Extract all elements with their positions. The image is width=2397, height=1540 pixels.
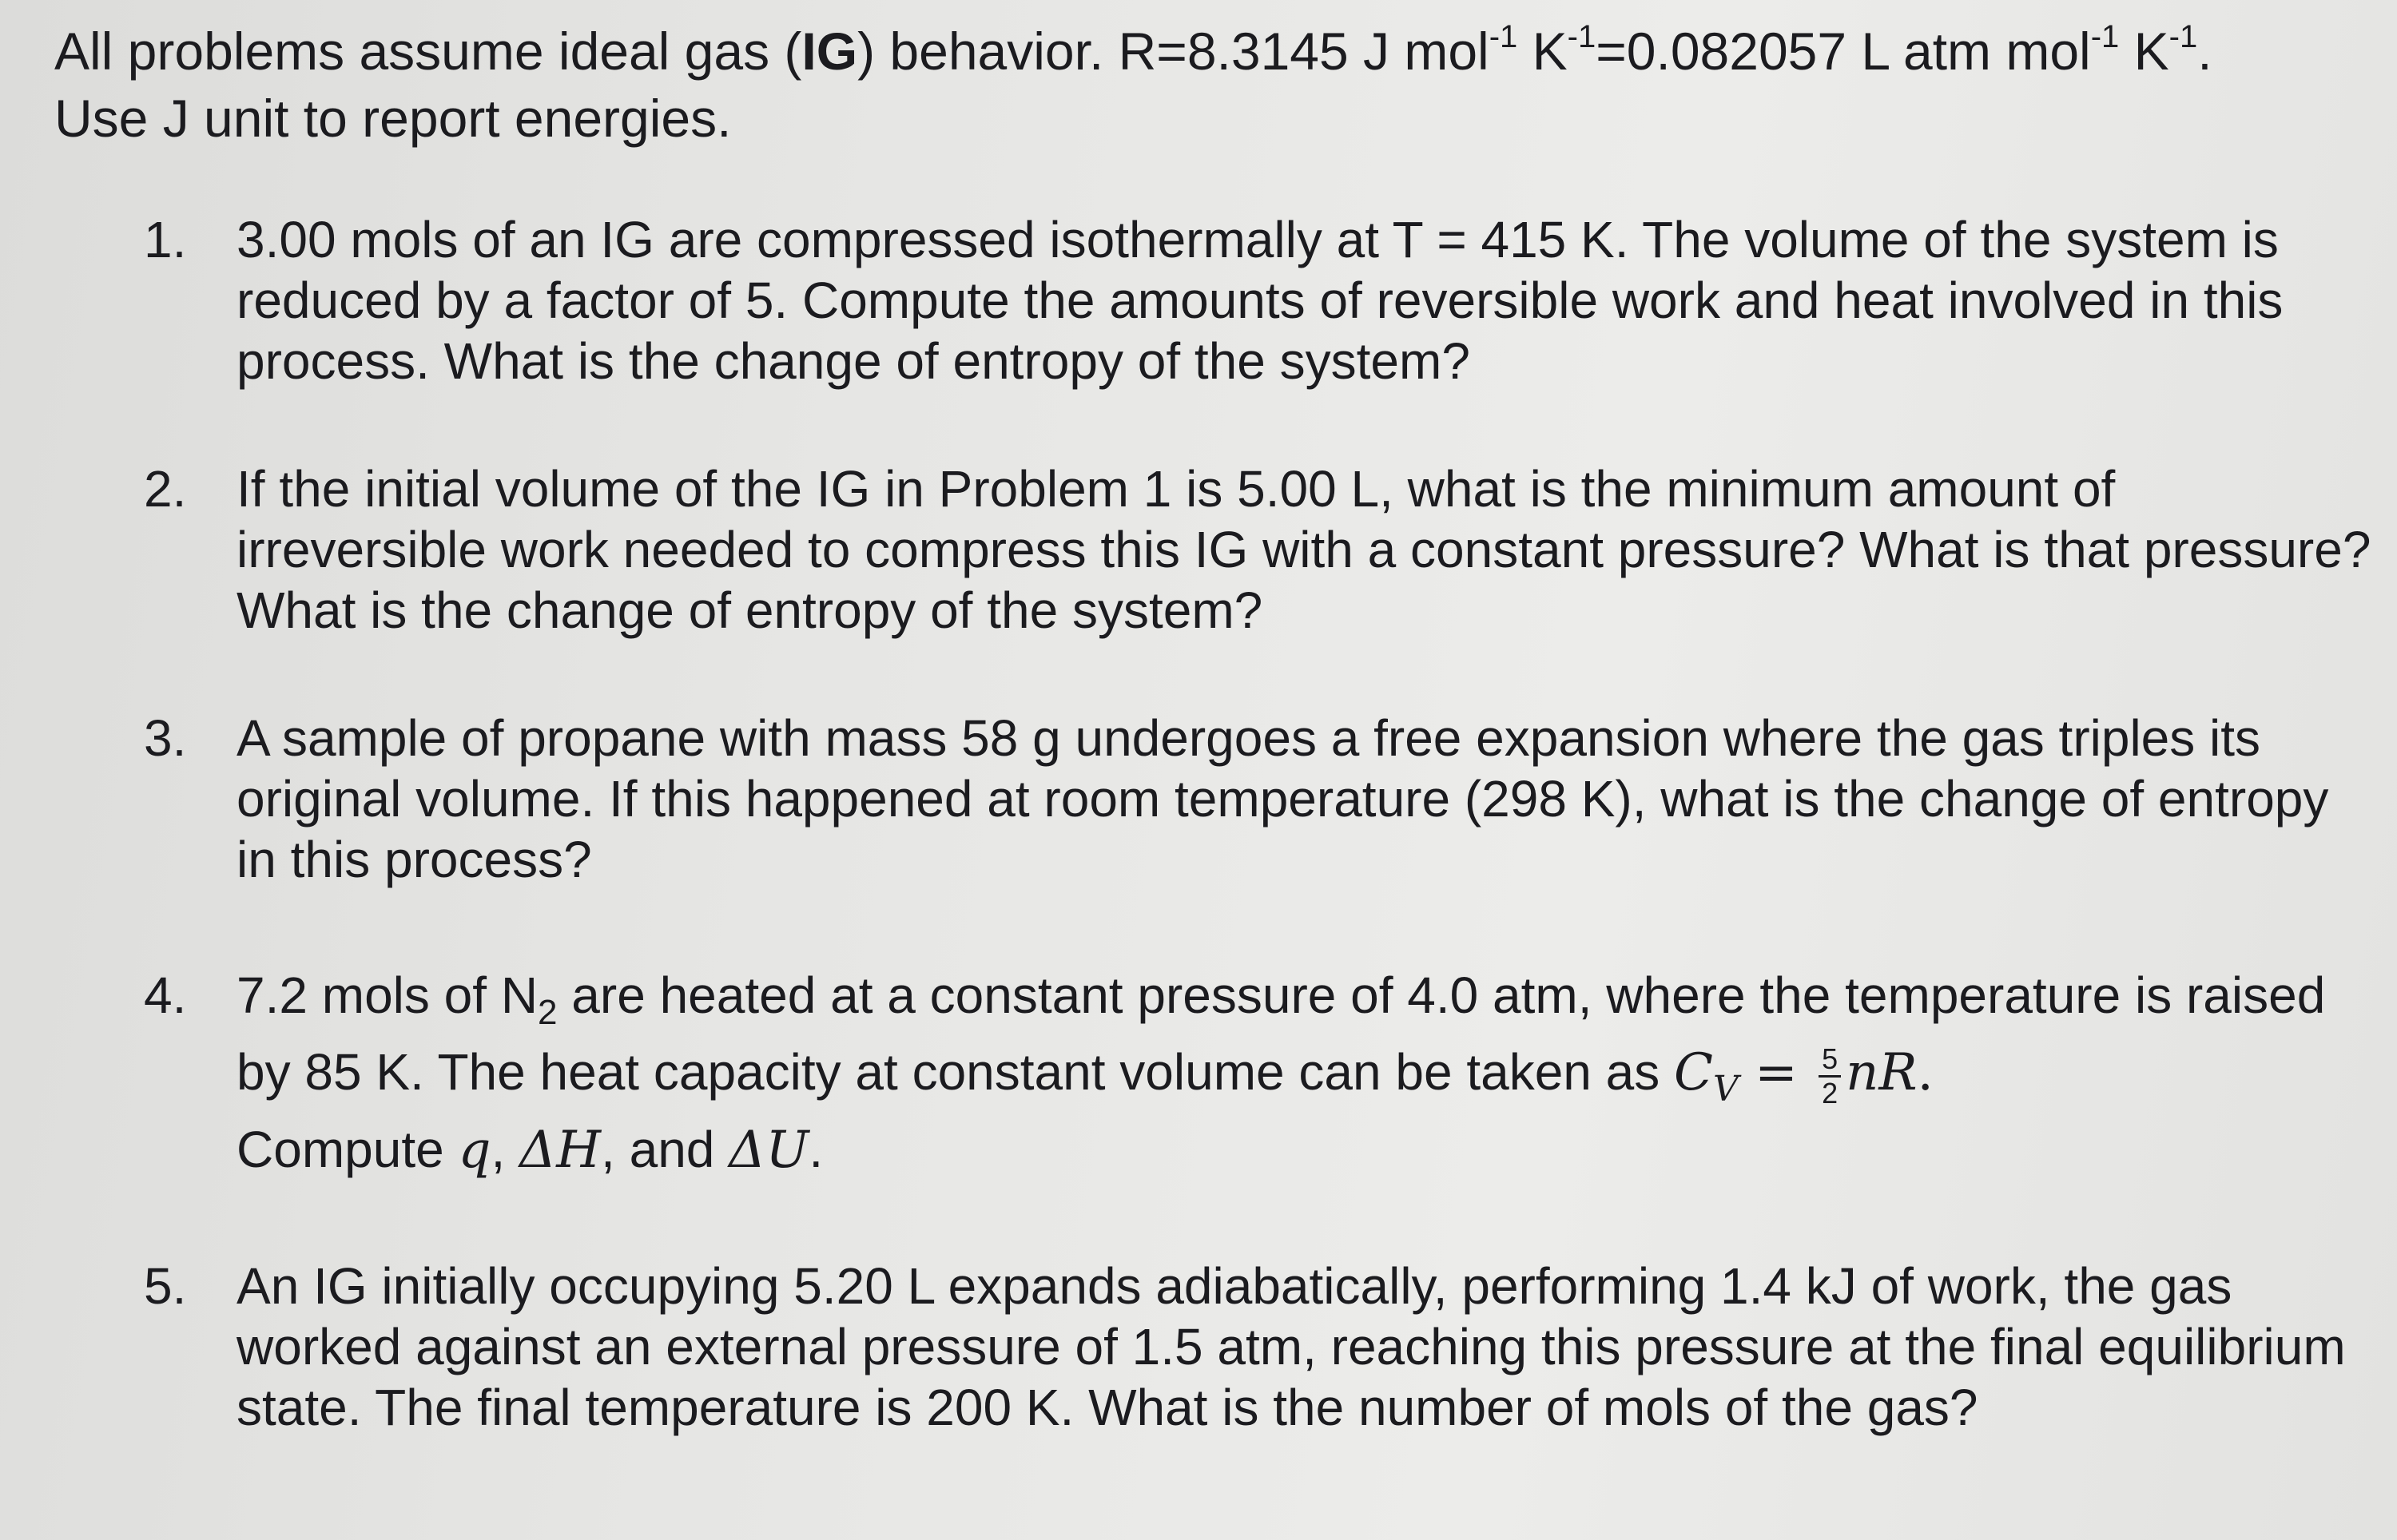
intro-end: . (2197, 22, 2212, 81)
problem-number: 4. (144, 966, 187, 1024)
problem-4-end: . (809, 1121, 824, 1178)
problem-4 (136, 957, 2373, 1189)
problem-text (237, 957, 2373, 1189)
problem-1 (136, 209, 2373, 391)
cv-symbol: C (1674, 1043, 1713, 1102)
problem-2 (136, 458, 2373, 641)
problem-text: An IG initially occupying 5.20 L expands adiabatically, performing 1.4 kJ of work, the gas worked against an external pressure of 1.5 atm, reaching this pressure at the final equilibrium state. The final temperature is 200 K. What is the number of mols of the gas? (237, 1257, 2346, 1436)
problem-3 (136, 708, 2373, 890)
intro-line2: Use J unit to report energies. (54, 89, 732, 148)
problem-4-part2: are heated at a constant pressure of 4.0 atm, where the temperature is raised by 85 K. The heat capacity at constant volume can be taken as (237, 966, 2326, 1101)
problem-4-part1: 7.2 mols of N (237, 966, 539, 1024)
problem-text: If the initial volume of the IG in Problem 1 is 5.00 L, what is the minimum amount of irreversible work needed to compress this IG with a constant pressure? What is that pressure? What is the change of entropy of the system? (237, 460, 2371, 639)
problem-list (136, 209, 2373, 1505)
intro-exp3: -1 (2090, 19, 2120, 54)
fraction-denominator: 2 (1822, 1077, 1838, 1109)
intro-k2: K (2119, 22, 2169, 81)
cv-subscript: V (1713, 1069, 1739, 1109)
formula-period: . (1917, 1043, 1934, 1102)
problem-number: 2. (144, 460, 187, 518)
intro-mid: ) behavior. R=8.3145 J mol (857, 22, 1489, 81)
intro-exp1: -1 (1489, 19, 1518, 54)
intro-paragraph (54, 18, 2355, 152)
n2-subscript: 2 (538, 993, 558, 1032)
problem-text: A sample of propane with mass 58 g undergoes a free expansion where the gas triples its original volume. If this happened at room temperature (298 K), what is the change of entropy in this process? (237, 709, 2329, 888)
problem-number: 1. (144, 211, 187, 268)
intro-k1: K (1517, 22, 1568, 81)
fraction-numerator: 5 (1819, 1043, 1841, 1078)
intro-lead: All problems assume ideal gas ( (54, 22, 802, 81)
nr-symbol: nR (1846, 1043, 1918, 1102)
problem-5 (136, 1256, 2373, 1438)
intro-exp4: -1 (2168, 19, 2198, 54)
intro-mid2: =0.082057 L atm mol (1596, 22, 2091, 81)
intro-exp2: -1 (1567, 19, 1596, 54)
and-text: , and (601, 1121, 729, 1178)
equals-sign: = (1738, 1043, 1815, 1102)
intro-ig-abbrev: IG (801, 22, 858, 81)
q-symbol: q (458, 1121, 491, 1180)
delta-u-symbol: ΔU (729, 1121, 809, 1180)
problem-4-part3: Compute (237, 1121, 459, 1178)
five-halves-fraction (1819, 1043, 1841, 1109)
comma: , (491, 1121, 519, 1178)
problem-number: 5. (144, 1257, 187, 1315)
problem-number: 3. (144, 709, 187, 767)
delta-h-symbol: ΔH (519, 1121, 602, 1180)
problem-text: 3.00 mols of an IG are compressed isothermally at T = 415 K. The volume of the system is reduced by a factor of 5. Compute the amounts of reversible work and heat involved in this process. What is the change of entropy of the system? (237, 211, 2284, 390)
cv-formula (1674, 1042, 1934, 1109)
